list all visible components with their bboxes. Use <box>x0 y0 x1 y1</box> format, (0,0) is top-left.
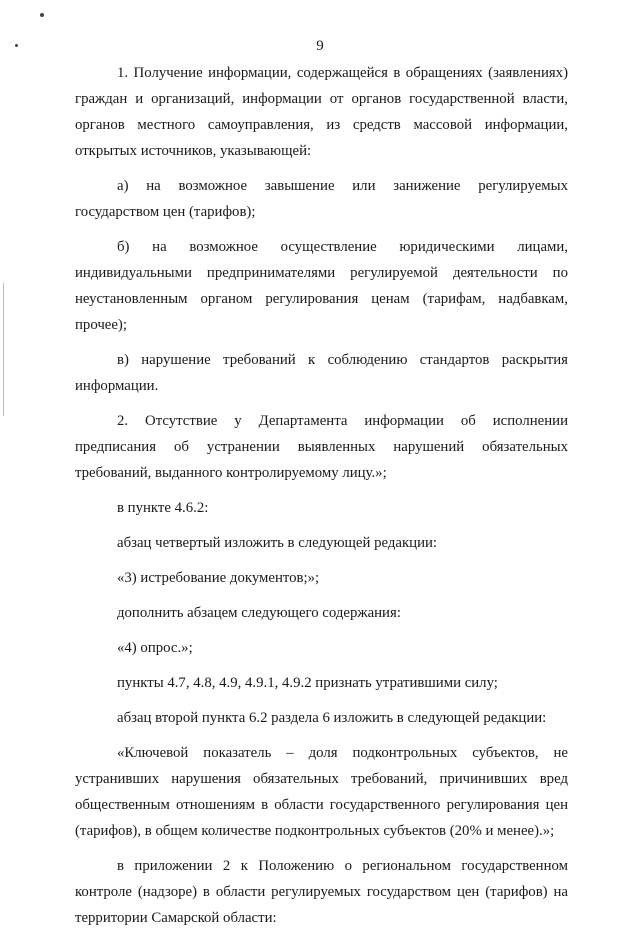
paragraph: абзац второй пункта 6.2 раздела 6 изложить в следующей редакции: <box>117 710 547 726</box>
paragraph: 2. Отсутствие у Департамента информации об исполнении предписания об устранении выявленных нарушений обязательных требований, выданного контролируемому лицу.»; <box>75 413 568 481</box>
paragraph: «4) опрос.»; <box>117 640 193 656</box>
paragraph: «3) истребование документов;»; <box>117 570 320 586</box>
paragraph: пункты 4.7, 4.8, 4.9, 4.9.1, 4.9.2 признать утратившими силу; <box>117 675 498 691</box>
scan-edge-line <box>3 283 4 416</box>
paragraph: 1. Получение информации, содержащейся в обращениях (заявлениях) граждан и организаций, информации от органов государственной власти, органов местного самоуправления, из средств массовой информации, открытых источников, указывающей: <box>75 65 568 159</box>
paragraph: б) на возможное осуществление юридическими лицами, индивидуальными предпринимателями регулируемой деятельности по неустановленным органом регулирования ценам (тарифам, надбавкам, прочее); <box>75 239 568 333</box>
paragraph: в приложении 2 к Положению о региональном государственном контроле (надзоре) в области регулируемых государством цен (тарифов) на территории Самарской области: <box>75 858 568 926</box>
paragraph: «Ключевой показатель – доля подконтрольных субъектов, не устранивших нарушения обязательных требований, причинивших вред общественным отношениям в области государственного регулирования цен (тарифов), в общем количестве подконтрольных субъектов (20% и менее).»; <box>75 745 568 839</box>
paragraph: абзац четвертый изложить в следующей редакции: <box>117 535 438 551</box>
document-body <box>75 60 568 931</box>
page-number: 9 <box>316 38 324 54</box>
scan-speck <box>40 13 44 17</box>
paragraph: дополнить абзацем следующего содержания: <box>117 605 401 621</box>
paragraph: в пункте 4.6.2: <box>117 500 209 516</box>
paragraph: в) нарушение требований к соблюдению стандартов раскрытия информации. <box>75 352 568 394</box>
paragraph: а) на возможное завышение или занижение регулируемых государством цен (тарифов); <box>75 178 568 220</box>
